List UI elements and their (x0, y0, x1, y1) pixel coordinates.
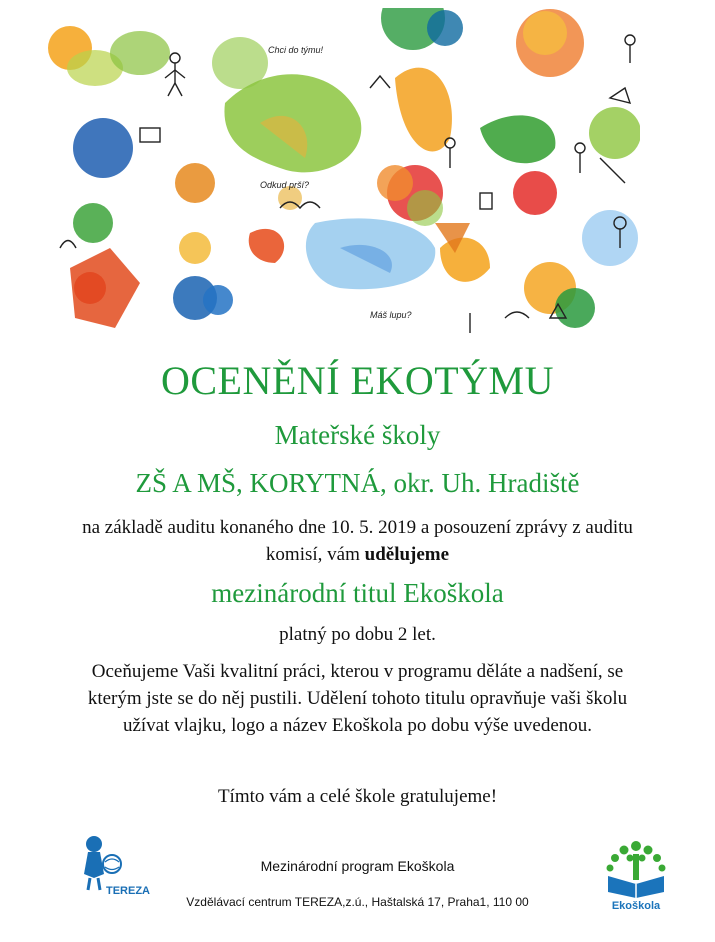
watercolor-illustration (40, 8, 640, 348)
audit-line-2-text: komisí, vám (265, 544, 360, 565)
label-chci-do-tymu: Chci do týmu! (268, 45, 324, 55)
ekoskola-logo (604, 838, 668, 910)
label-odkud-prsi: Odkud prší? (260, 180, 310, 190)
praise-line-1: Oceňujeme Vaši kvalitní práci, kterou v programu děláte a nadšení, se (91, 661, 624, 682)
audit-paragraph (0, 514, 715, 568)
congratulations-text: Tímto vám a celé škole gratulujeme! (217, 786, 498, 807)
certificate-subtitle: Mateřské školy (274, 420, 441, 450)
praise-paragraph (0, 658, 715, 739)
audit-line-2 (0, 541, 715, 568)
certificate-title: OCENĚNÍ EKOTÝMU (160, 358, 554, 403)
program-name: Mezinárodní program Ekoškola (260, 858, 455, 874)
audit-line-1: na základě auditu konaného dne 10. 5. 2019 a posouzení zprávy z auditu (82, 517, 633, 538)
ekoskola-logo-text: Ekoškola (611, 900, 661, 910)
tereza-logo-text: TEREZA (106, 885, 150, 897)
award-title: mezinárodní titul Ekoškola (211, 578, 504, 608)
school-name: ZŠ A MŠ, KORYTNÁ, okr. Uh. Hradiště (135, 468, 580, 498)
label-mas-lupu: Máš lupu? (370, 310, 412, 320)
praise-line-2: kterým jste se do něj pustili. Udělení tohoto titulu opravňuje vaši školu (87, 688, 628, 709)
validity-text: platný po dobu 2 let. (279, 624, 436, 645)
organization-address: Vzdělávací centrum TEREZA,z.ú., Haštalská 17, Praha1, 110 00 (186, 895, 529, 909)
praise-line-3: užívat vlajku, logo a název Ekoškola po dobu výše uvedenou. (122, 715, 593, 736)
awarding-verb: udělujeme (364, 544, 450, 565)
